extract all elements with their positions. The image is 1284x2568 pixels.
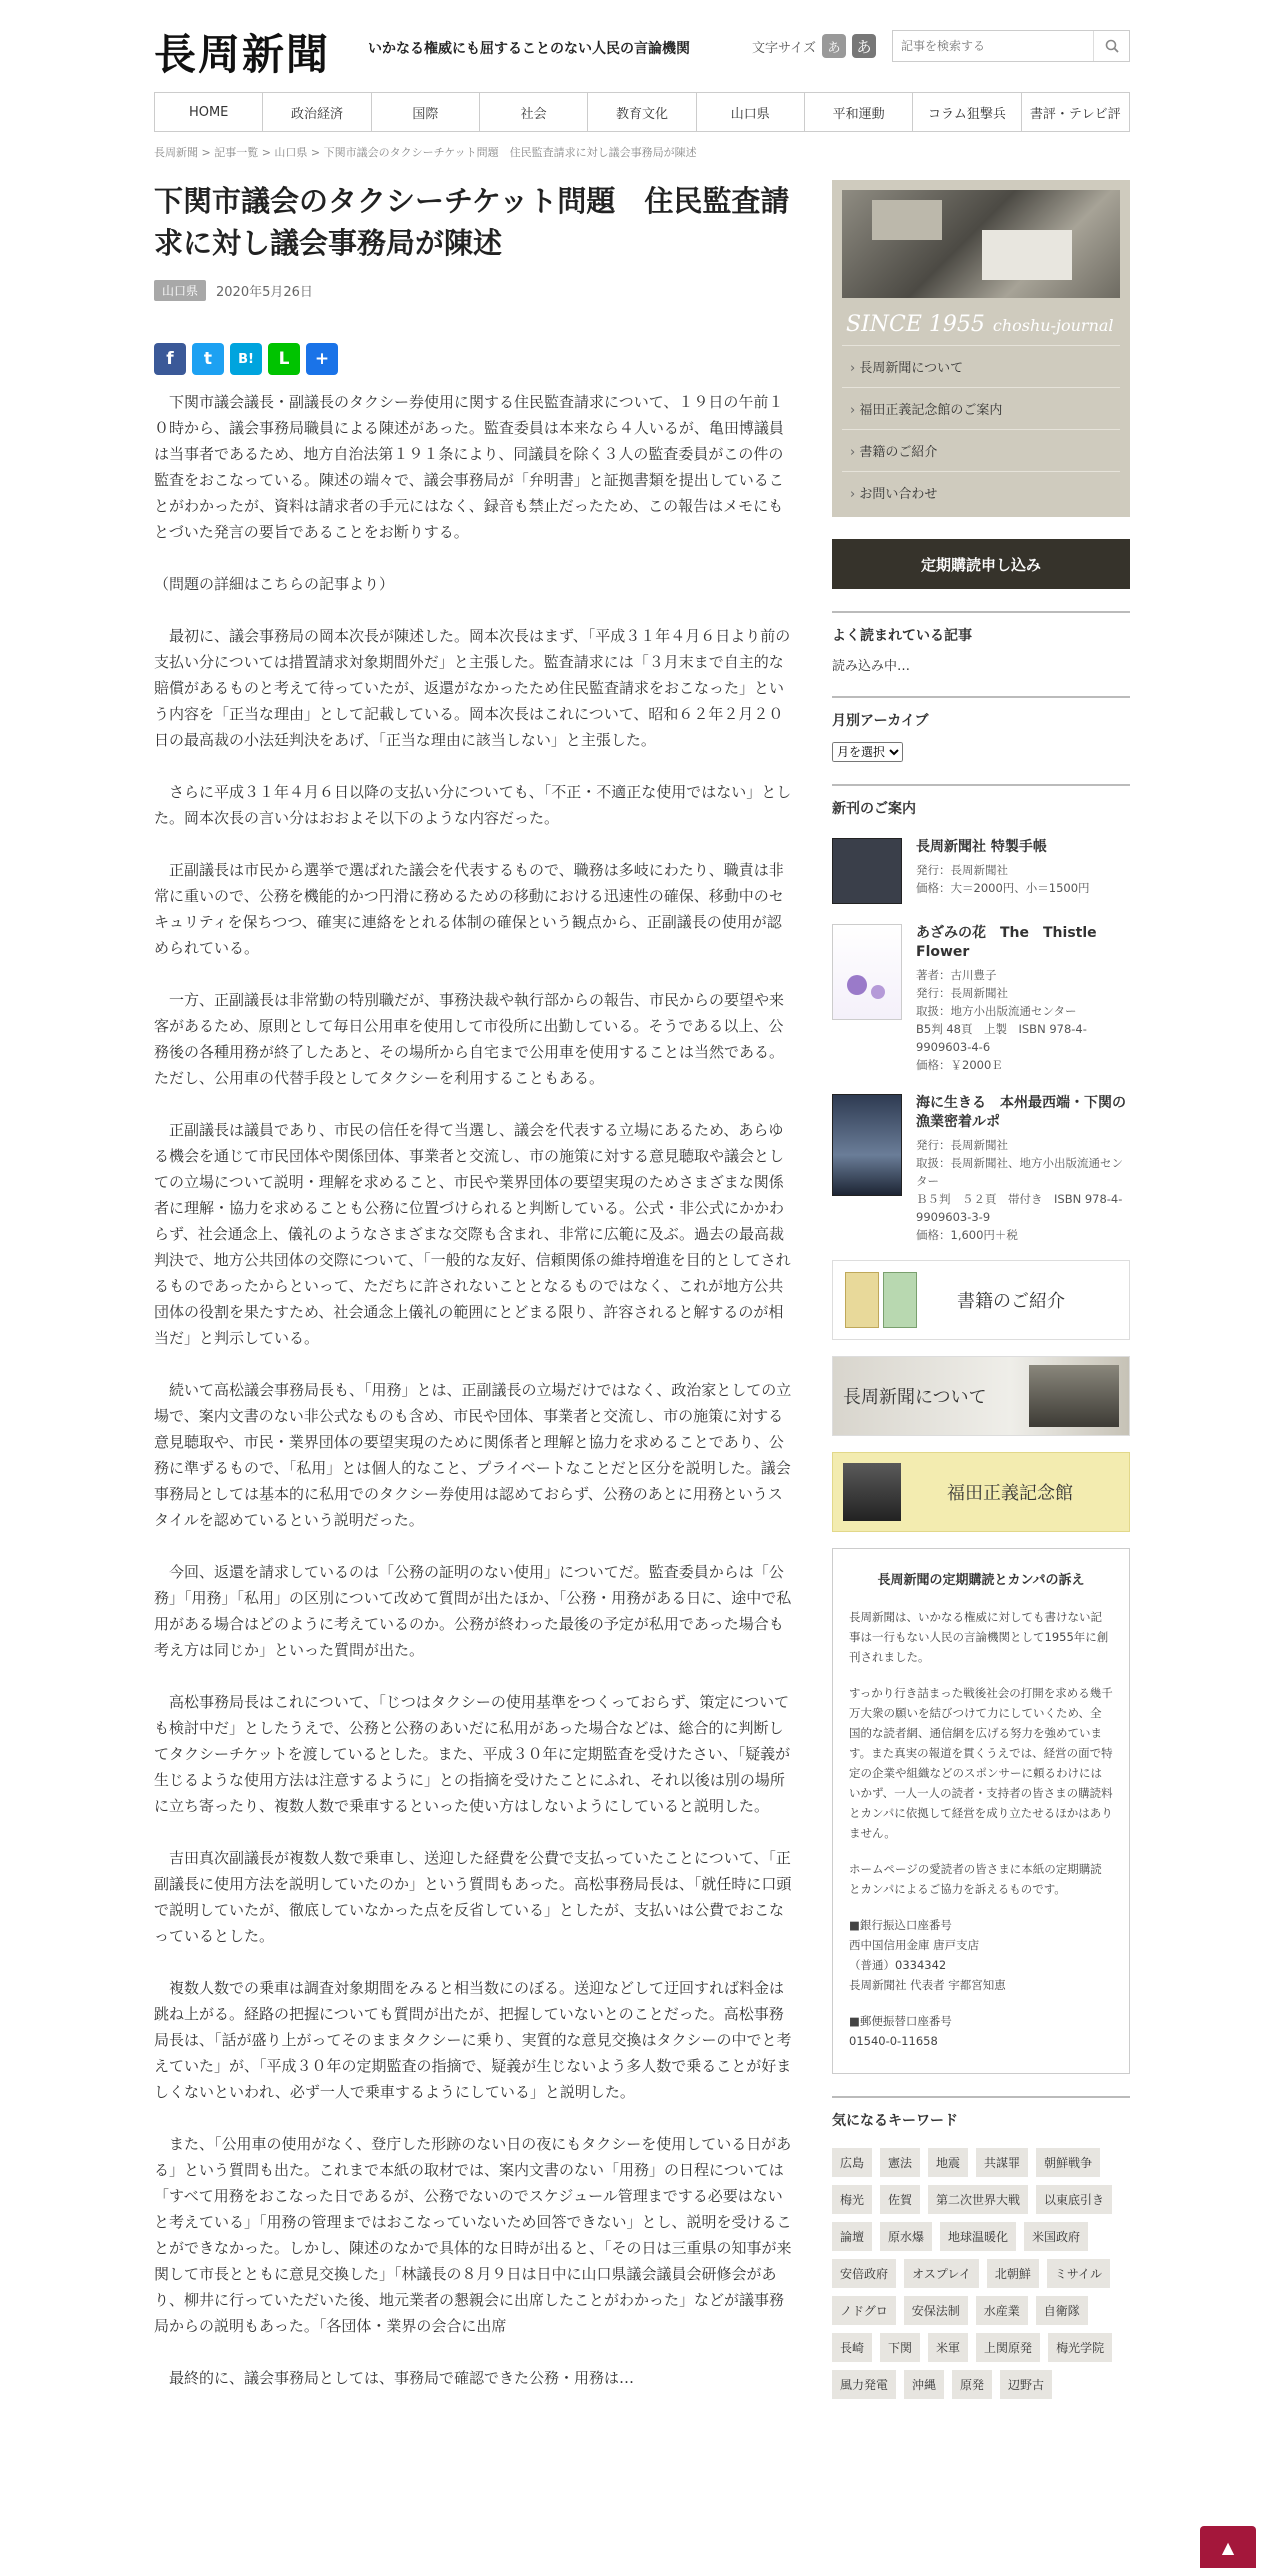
article-paragraph: 高松事務局長はこれについて、「じつはタクシーの使用基準をつくっておらず、策定についても検討中だ」としたうえで、公務と公務のあいだに私用があった場合などは、総合的に判断してタクシーチケットを渡しているとした。また、平成３０年に定期監査を受けたさい、「疑義が生じるような使用方法は注意するように」との指摘を受けたことにふれ、それ以後は別の場所に立ち寄ったり、複数人数で乗車するといった使い方はしないようにしていると説明した。: [154, 1693, 791, 1815]
about-banner-label: 長周新聞について: [843, 1387, 987, 1408]
site-logo[interactable]: 長周新聞: [154, 30, 331, 79]
nav-society[interactable]: 社会: [480, 93, 588, 131]
book-item[interactable]: あざみの花 The Thistle Flower 著者：古川豊子 発行：長周新聞社 取扱：地方小出版流通センター B5判 48頁 上製 ISBN 978-4-9909603-4-6 価格：￥2000Ｅ: [832, 924, 1130, 1074]
office-photo: [842, 190, 1120, 298]
book-title[interactable]: あざみの花 The Thistle Flower: [916, 925, 1097, 960]
article-paragraph: 吉田真次副議長が複数人数で乗車し、送迎した経費を公費で支払っていたことについて、「正副議長に使用方法を説明していたのか」という質問もあった。高松事務局長は、「就任時に口頭で説明していたが、徹底していなかった点を反省している」としたが、支払いは公費でおこなっているとした。: [154, 1849, 792, 1945]
books-banner-label: 書籍のご紹介: [957, 1291, 1065, 1312]
appeal-title: 長周新聞の定期購読とカンパの訴え: [877, 1573, 1085, 1588]
article-body: [154, 389, 794, 2391]
subscription-appeal: 長周新聞の定期購読とカンパの訴え 長周新聞は、いかなる権威に対しても書けない記事は一行もない人民の言論機関として1955年に創刊されました。 すっかり行き詰まった戦後社会の打開を求める幾千万大衆の願いを結びつけて力にしていくため、全国的な読者網、通信網を広げる努力を強めています。また真実の報道を貫くうえでは、経営の面で特定の企業や組織などのスポンサーに頼るわけにはいかず、一人一人の読者・支持者の皆さまの購読料とカンパに依拠して経営を成り立たせるほかはありません。 ホームページの愛読者の皆さまに本紙の定期購読とカンパによるご協力を訴えるものです。 ■銀行振込口座番号 西中国信用金庫 唐戸支店 （普通）0334342 長周新聞社 代表者 宇都宮知恵 ■郵便振替口座番号 01540-0-11658: [832, 1548, 1130, 2074]
keyword-tag[interactable]: 以東底引き: [1036, 2185, 1112, 2214]
article-paragraph: 一方、正副議長は非常勤の特別職だが、事務決裁や執行部からの報告、市民からの要望や来客があるため、原則として毎日公用車を使用して市役所に出勤している。そうである以上、公務後の各種用務が終了したあと、その場所から自宅まで公用車を使用することは当然である。ただし、公用車の代替手段としてタクシーを利用することもある。: [154, 991, 785, 1087]
other-share-button[interactable]: +: [306, 343, 338, 375]
nav-peace[interactable]: 平和運動: [805, 93, 913, 131]
museum-banner[interactable]: [832, 1452, 1130, 1532]
keywords-widget: [832, 2096, 1130, 2399]
keyword-tag[interactable]: 広島: [832, 2148, 872, 2177]
book-cover: [832, 838, 902, 904]
search-input[interactable]: [893, 31, 1093, 61]
archive-select[interactable]: [832, 742, 903, 762]
keyword-tag[interactable]: 沖縄: [904, 2370, 944, 2399]
article-title: 下関市議会のタクシーチケット問題 住民監査請求に対し議会事務局が陳述: [154, 184, 790, 260]
about-link[interactable]: › 長周新聞について: [842, 345, 1120, 387]
keyword-tag[interactable]: 共謀罪: [976, 2148, 1028, 2177]
about-box: [832, 180, 1130, 517]
book-title[interactable]: 海に生きる 本州最西端・下関の漁業密着ルポ: [916, 1095, 1126, 1130]
twitter-share-button[interactable]: t: [192, 343, 224, 375]
keyword-tag[interactable]: 下関: [880, 2333, 920, 2362]
keyword-tag[interactable]: 梅光学院: [1048, 2333, 1112, 2362]
article-paragraph: 下関市議会議長・副議長のタクシー券使用に関する住民監査請求について、１９日の午前１０時から、議会事務局職員による陳述があった。監査委員は本来なら４人いるが、亀田博議員は当事者であるため、地方自治法第１９１条により、同議員を除く３人の監査委員がこの件の監査をおこなっている。陳述の端々で、議会事務局が「弁明書」と証拠書類を提出していることがわかったが、資料は請求者の手元にはなく、録音も禁止だったため、この報告はメモにもとづいた発言の要旨であることをお断りする。: [154, 393, 784, 541]
keyword-tag[interactable]: 上関原発: [976, 2333, 1040, 2362]
article-paragraph: 続いて高松議会事務局長も、「用務」とは、正副議長の立場だけではなく、政治家としての立場で、案内文書のない非公式なものも含め、市民や団体、事業者と交流し、市の施策に対する意見聴取や、市民・業界団体の要望実現のために関係者と理解と協力を求めることであり、公務に準ずるもので、「私用」とは個人的なこと、プライベートなことだと区分を説明した。議会事務局としては基本的に私用でのタクシー券使用は認めておらず、公務のあとに用務というスタイルを認めているという説明だった。: [154, 1381, 792, 1529]
keyword-tag[interactable]: 水産業: [976, 2296, 1028, 2325]
nav-column[interactable]: コラム狙撃兵: [913, 93, 1021, 131]
books-link[interactable]: › 書籍のご紹介: [842, 429, 1120, 471]
popular-loading: 読み込み中…: [832, 659, 911, 674]
nav-international[interactable]: 国際: [372, 93, 480, 131]
contact-link[interactable]: › お問い合わせ: [842, 471, 1120, 513]
article-paragraph: 今回、返還を請求しているのは「公務の証明のない使用」についてだ。監査委員からは「公務」「用務」「私用」の区別について改めて質問が出たほか、「公務・用務がある日に、途中で私用がある場合はどのように考えているのか。公務が終わった最後の予定が私用であった場合も考え方は同じか」といった質問が出た。: [154, 1563, 792, 1659]
facebook-share-button[interactable]: f: [154, 343, 186, 375]
font-small-button[interactable]: あ: [822, 34, 846, 58]
portrait-image: [843, 1463, 901, 1521]
keyword-tag[interactable]: 辺野古: [1000, 2370, 1052, 2399]
keyword-tag[interactable]: 論壇: [832, 2222, 872, 2251]
book-cover: [832, 924, 902, 1020]
keyword-tag[interactable]: 憲法: [880, 2148, 920, 2177]
keyword-tag[interactable]: 自衛隊: [1036, 2296, 1088, 2325]
keyword-tag[interactable]: 北朝鮮: [987, 2259, 1039, 2288]
search-box: [892, 30, 1130, 62]
hatena-share-button[interactable]: B!: [230, 343, 262, 375]
keyword-tag[interactable]: 地震: [928, 2148, 968, 2177]
font-size-label: 文字サイズ: [752, 40, 816, 56]
back-to-top-button[interactable]: ▲: [1200, 2526, 1256, 2568]
archive-widget: [832, 696, 1130, 762]
keyword-tag[interactable]: 安保法制: [904, 2296, 968, 2325]
article-main: [154, 180, 794, 2417]
share-buttons: [154, 343, 794, 375]
keyword-tag[interactable]: 朝鮮戦争: [1036, 2148, 1100, 2177]
keyword-tag[interactable]: 地球温暖化: [940, 2222, 1016, 2251]
keyword-tag[interactable]: 原発: [952, 2370, 992, 2399]
keyword-tag[interactable]: 原水爆: [880, 2222, 932, 2251]
keyword-tag[interactable]: 安倍政府: [832, 2259, 896, 2288]
popular-title: よく読まれている記事: [832, 628, 972, 644]
nav-education-culture[interactable]: 教育文化: [588, 93, 696, 131]
article-paragraph: また、「公用車の使用がなく、登庁した形跡のない日の夜にもタクシーを使用している日がある」という質問も出た。これまで本紙の取材では、案内文書のない「用務」の日程については「すべて用務をおこなった日であるが、公務でないのでスケジュール管理までする必要はないと考えている」「用務の管理まではおこなっていないため回答できない」とし、説明を受けることができなかった。しかし、陳述のなかで具体的な日時が出ると、「その日は三重県の知事が来関して市長とともに意見交換した」「林議長の８月９日は日中に山口県議会議員会研修会があり、柳井に行っていただいた後、地元業者の懇親会に出席したことがわかった」などが議事務局からの説明もあった。「各団体・業界の会合に出席: [154, 2135, 792, 2335]
font-size-control: [752, 34, 876, 58]
main-nav: [154, 92, 1130, 132]
nav-home[interactable]: HOME: [155, 93, 263, 131]
keyword-tag[interactable]: 梅光: [832, 2185, 872, 2214]
books-banner[interactable]: [832, 1260, 1130, 1340]
nav-reviews[interactable]: 書評・テレビ評: [1029, 106, 1121, 122]
sidebar: [832, 180, 1130, 2399]
keyword-tag[interactable]: 第二次世界大戦: [928, 2185, 1028, 2214]
keyword-tag[interactable]: 米軍: [928, 2333, 968, 2362]
book-title[interactable]: 長周新聞社 特製手帳: [916, 839, 1047, 855]
nav-politics-economy[interactable]: 政治経済: [263, 93, 371, 131]
article-paragraph: 複数人数での乗車は調査対象期間をみると相当数にのぼる。送迎などして迂回すれば料金は跳ね上がる。経路の把握についても質問が出たが、把握していないとのことだった。高松事務局長は、「話が盛り上がってそのままタクシーに乗り、実質的な意見交換はタクシーの中でと考えていた」が、「平成３０年の定期監査の指摘で、疑義が生じないよう多人数で乗ることが好ましくないといわれ、必ず一人で乗車するようにしている」と説明した。: [154, 1979, 792, 2101]
about-banner[interactable]: [832, 1356, 1130, 1436]
keyword-tag[interactable]: 風力発電: [832, 2370, 896, 2399]
article-paragraph: 正副議長は市民から選挙で選ばれた議会を代表するもので、職務は多岐にわたり、職責は非常に重いので、公務を機能的かつ円滑に務めるための移動における迅速性の確保、移動中のセキュリティを保ちつつ、確実に連絡をとれる体制の確保という観点から、正副議長の使用が認められている。: [154, 861, 784, 957]
keywords-title: 気になるキーワード: [832, 2113, 958, 2129]
archive-title: 月別アーカイブ: [832, 713, 929, 729]
keyword-tags: [832, 2148, 1130, 2399]
article-paragraph: 最初に、議会事務局の岡本次長が陳述した。岡本次長はまず、「平成３１年４月６日より前の支払い分については措置請求対象期間外だ」と主張した。監査請求には「３月末まで自主的な賠償があるものと考えて待っていたが、返還がなかったため住民監査請求をおこなった」という内容を「正当な理由」として記載している。岡本次長はこれについて、昭和６２年２月２０日の最高裁の小法廷判決をあげ、「正当な理由に該当しない」と主張した。: [154, 627, 791, 749]
since-banner: SINCE 1955 choshu-journal: [846, 312, 1114, 337]
search-button[interactable]: [1093, 31, 1129, 61]
breadcrumb[interactable]: 長周新聞 > 記事一覧 > 山口県 > 下関市議会のタクシーチケット問題 住民監査請求に対し議会事務局が陳述: [154, 146, 697, 159]
subscribe-button[interactable]: 定期購読申し込み: [832, 539, 1130, 589]
font-large-button[interactable]: あ: [852, 34, 876, 58]
keyword-tag[interactable]: 佐賀: [880, 2185, 920, 2214]
search-icon: [1105, 39, 1119, 53]
line-share-button[interactable]: L: [268, 343, 300, 375]
article-paragraph: さらに平成３１年４月６日以降の支払い分についても、「不正・不適正な使用ではない」とした。岡本次長の言い分はおおよそ以下のような内容だった。: [154, 783, 792, 827]
article-paragraph: 正副議長は議員であり、市民の信任を得て当選し、議会を代表する立場にあるため、あらゆる機会を通じて市民団体や関係団体、事業者と交流し、市の施策に対する意見聴取や議会としての立場について説明・理解を求めること、市民や業界団体の要望実現のためさまざまな関係者に理解・協力を求めることも公務に位置づけられると判断している。公式・非公式にかかわらず、社会通念上、儀礼のようなさまざまな交際も含まれ、非常に広範に及ぶ。過去の最高裁判決で、地方公共団体の交際について、「一般的な友好、信頼関係の維持増進を目的としてされるものであったからといって、ただちに許されないこととなるものではなく、これが地方公共団体の役割を果たすため、社会通念上儀礼の範囲にとどまる限り、許容されると解するのが相当だ」と判示している。: [154, 1121, 791, 1347]
keyword-tag[interactable]: 米国政府: [1024, 2222, 1088, 2251]
category-badge[interactable]: 山口県: [154, 280, 206, 301]
book-cover: [832, 1094, 902, 1196]
museum-link[interactable]: › 福田正義記念館のご案内: [842, 387, 1120, 429]
book-item[interactable]: 海に生きる 本州最西端・下関の漁業密着ルポ 発行：長周新聞社 取扱：長周新聞社、地方小出版流通センター Ｂ５判 ５２頁 帯付き ISBN 978-4-9909603-3-9 価格：1,600円＋税: [832, 1094, 1130, 1244]
new-books-title: 新刊のご案内: [832, 801, 916, 817]
keyword-tag[interactable]: 長崎: [832, 2333, 872, 2362]
nav-yamaguchi[interactable]: 山口県: [697, 93, 805, 131]
keyword-tag[interactable]: ミサイル: [1047, 2259, 1110, 2288]
popular-widget: [832, 611, 1130, 674]
article-paragraph: 最終的に、議会事務局としては、事務局で確認できた公務・用務は…: [169, 2369, 635, 2387]
site-tagline: いかなる権威にも屈することのない人民の言論機関: [368, 41, 690, 57]
site-header: [154, 0, 1130, 84]
keyword-tag[interactable]: オスプレイ: [904, 2259, 979, 2288]
new-books-widget: [832, 784, 1130, 1244]
article-meta: [154, 280, 794, 301]
book-item[interactable]: 長周新聞社 特製手帳 発行：長周新聞社 価格：大＝2000円、小＝1500円: [832, 838, 1130, 904]
article-date: 2020年5月26日: [216, 285, 313, 300]
article-paragraph[interactable]: （問題の詳細はこちらの記事より）: [154, 575, 395, 593]
museum-banner-label: 福田正義記念館: [947, 1483, 1073, 1504]
keyword-tag[interactable]: ノドグロ: [832, 2296, 896, 2325]
